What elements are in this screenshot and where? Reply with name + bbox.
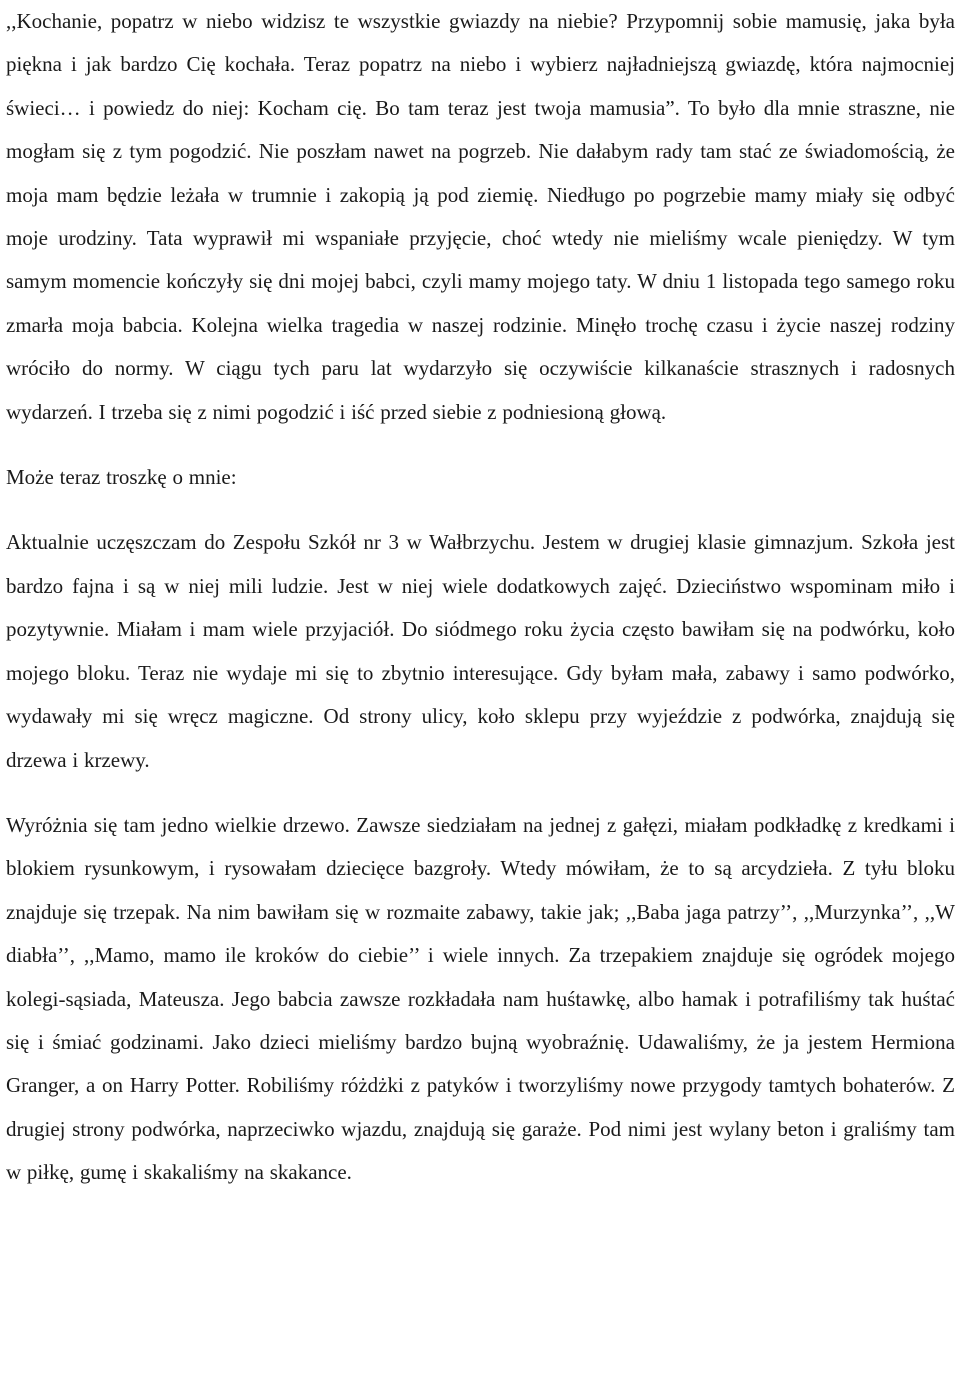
paragraph-spacer (6, 434, 955, 456)
document-page (6, 0, 955, 1195)
paragraph-spacer (6, 499, 955, 521)
paragraph-school-childhood: Aktualnie uczęszczam do Zespołu Szkół nr 3 w Wałbrzychu. Jestem w drugiej klasie gimnazjum. Szkoła jest bardzo fajna i są w niej mili ludzie. Jest w niej wiele dodatkowych zajęć. Dzieciństwo wspominam miło i pozytywnie. Miałam i mam wiele przyjaciół. Do siódmego roku życia często bawiłam się na podwórku, koło mojego bloku. Teraz nie wydaje mi się to zbytnio interesujące. Gdy byłam mała, zabawy i samo podwórko, wydawały mi się wręcz magiczne. Od strony ulicy, koło sklepu przy wyjeździe z podwórka, znajdują się drzewa i krzewy. (6, 530, 955, 772)
paragraph-mother-memory: ,,Kochanie, popatrz w niebo widzisz te wszystkie gwiazdy na niebie? Przypomnij sobie mamusię, jaka była piękna i jak bardzo Cię kochała. Teraz popatrz na niebo i wybierz najładniejszą gwiazdę, która najmocniej świeci… i powiedz do niej: Kocham cię. Bo tam teraz jest twoja mamusia”. To było dla mnie straszne, nie mogłam się z tym pogodzić. Nie poszłam nawet na pogrzeb. Nie dałabym rady tam stać ze świadomością, że moja mam będzie leżała w trumnie i zakopią ją pod ziemię. Niedługo po pogrzebie mamy miały się odbyć moje urodziny. Tata wyprawił mi wspaniałe przyjęcie, choć wtedy nie mieliśmy wcale pieniędzy. W tym samym momencie kończyły się dni mojej babci, czyli mamy mojego taty. W dniu 1 listopada tego samego roku zmarła moja babcia. Kolejna wielka tragedia w naszej rodzinie. Minęło trochę czasu i życie naszej rodziny wróciło do normy. W ciągu tych paru lat wydarzyło się oczywiście kilkanaście strasznych i radosnych wydarzeń. I trzeba się z nimi pogodzić i iść przed siebie z podniesioną głową. (6, 9, 955, 424)
paragraph-backyard-games: Wyróżnia się tam jedno wielkie drzewo. Zawsze siedziałam na jednej z gałęzi, miałam podkładkę z kredkami i blokiem rysunkowym, i rysowałam dziecięce bazgroły. Wtedy mówiłam, że to są arcydzieła. Z tyłu bloku znajduje się trzepak. Na nim bawiłam się w rozmaite zabawy, takie jak; ,,Baba jaga patrzy’’, ,,Murzynka’’, ,,W diabła’’, ,,Mamo, mamo ile kroków do ciebie’’ i wiele innych. Za trzepakiem znajduje się ogródek mojego kolegi-sąsiada, Mateusza. Jego babcia zawsze rozkładała nam huśtawkę, albo hamak i potrafiliśmy tak huśtać się i śmiać godzinami. Jako dzieci mieliśmy bardzo bujną wyobraźnię. Udawaliśmy, że ja jestem Hermiona Granger, a on Harry Potter. Robiliśmy różdżki z patyków i tworzyliśmy nowe przygody tamtych bohaterów. Z drugiej strony podwórka, naprzeciwko wjazdu, znajdują się garaże. Pod nimi jest wylany beton i graliśmy tam w piłkę, gumę i skakaliśmy na skakance. (6, 812, 955, 1185)
paragraph-about-me-intro: Może teraz troszkę o mnie: (6, 465, 237, 490)
paragraph-spacer (6, 782, 955, 804)
